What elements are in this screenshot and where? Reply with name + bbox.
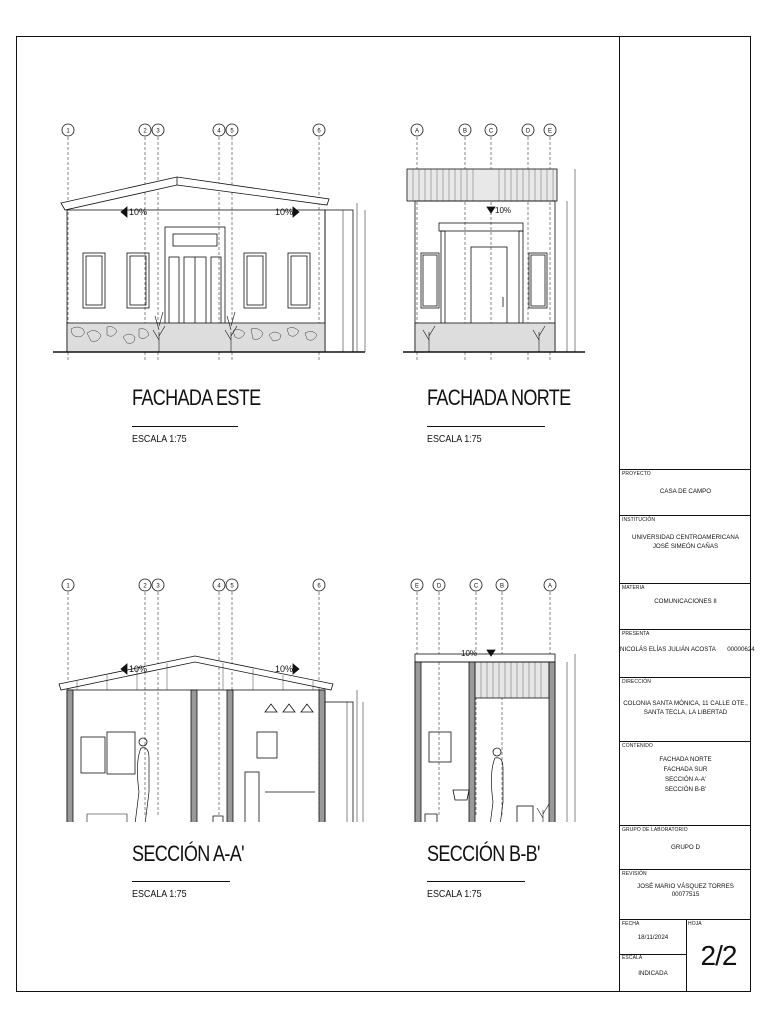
- tb-presenta-label: PRESENTA: [622, 631, 650, 637]
- svg-text:A: A: [414, 128, 420, 135]
- tb-fecha-value: 18/11/2024: [637, 934, 669, 941]
- tb-presenta: [620, 629, 755, 677]
- fachada-norte-scale: ESCALA 1:75: [427, 433, 482, 445]
- svg-text:C: C: [473, 583, 479, 590]
- svg-text:10%: 10%: [275, 664, 294, 674]
- drawing-area: [17, 37, 619, 991]
- tb-contenido-label: CONTENIDO: [622, 743, 653, 749]
- svg-text:2: 2: [143, 128, 147, 135]
- fachada-este-underline: [132, 426, 238, 427]
- tb-revision-value-2: 00077515: [671, 891, 700, 898]
- tb-institucion-value-2: JOSÉ SIMEÓN CAÑAS: [652, 543, 719, 550]
- tb-proyecto-label: PROYECTO: [622, 471, 651, 477]
- tb-materia-label: MATERIA: [622, 585, 645, 591]
- svg-text:3: 3: [156, 583, 160, 590]
- tb-institucion: [620, 515, 751, 583]
- svg-text:5: 5: [230, 128, 234, 135]
- svg-text:1: 1: [66, 583, 70, 590]
- tb-direccion-label: DIRECCIÓN: [622, 679, 651, 685]
- tb-hoja-value: 2/2: [700, 940, 737, 971]
- seccion-aa-title: SECCIÓN A-A': [132, 841, 244, 866]
- svg-text:E: E: [414, 583, 420, 590]
- svg-text:1: 1: [66, 128, 70, 135]
- svg-text:C: C: [488, 128, 494, 135]
- title-block-blank: [620, 37, 751, 469]
- svg-text:10%: 10%: [275, 207, 294, 217]
- title-block: [619, 37, 755, 991]
- fachada-norte-underline: [427, 426, 545, 427]
- tb-contenido-item-3: SECCIÓN A-A': [664, 776, 707, 783]
- tb-institucion-value-1: UNIVERSIDAD CENTROAMERICANA: [632, 534, 739, 541]
- tb-contenido-item-2: FACHADA SUR: [663, 766, 708, 773]
- seccion-aa-scale: ESCALA 1:75: [132, 888, 187, 900]
- tb-presenta-name: NICOLÁS ELÍAS JULIÁN ACOSTA: [620, 646, 716, 653]
- svg-text:D: D: [525, 128, 531, 135]
- tb-materia-value: COMUNICACIONES II: [654, 598, 717, 605]
- tb-revision: [620, 869, 751, 919]
- drawing-sheet: [16, 36, 755, 992]
- tb-institucion-label: INSTITUCIÓN: [622, 517, 656, 523]
- tb-contenido-item-1: FACHADA NORTE: [659, 756, 712, 763]
- svg-text:6: 6: [317, 583, 321, 590]
- tb-escala: [620, 954, 687, 992]
- tb-grupo: [620, 825, 751, 869]
- svg-text:E: E: [547, 128, 553, 135]
- tb-fecha: [620, 920, 687, 955]
- tb-materia: [620, 583, 751, 629]
- svg-text:10%: 10%: [129, 664, 148, 674]
- svg-text:3: 3: [156, 128, 160, 135]
- tb-proyecto-value: CASA DE CAMPO: [659, 488, 712, 495]
- seccion-bb-scale: ESCALA 1:75: [427, 888, 482, 900]
- fachada-norte-title: FACHADA NORTE: [427, 385, 571, 410]
- fachada-norte-drawing: [399, 117, 589, 367]
- tb-fecha-escala: [620, 919, 751, 991]
- svg-text:10%: 10%: [461, 649, 478, 658]
- tb-grupo-value: GRUPO D: [671, 844, 700, 851]
- tb-proyecto: [620, 469, 751, 515]
- tb-contenido: [620, 741, 751, 825]
- tb-fecha-label: FECHA: [622, 921, 640, 927]
- tb-revision-label: REVISIÓN: [622, 871, 647, 877]
- svg-text:10%: 10%: [129, 207, 148, 217]
- svg-text:B: B: [462, 128, 468, 135]
- tb-contenido-item-4: SECCIÓN B-B': [664, 786, 707, 793]
- seccion-bb-drawing: [399, 572, 589, 822]
- svg-text:5: 5: [230, 583, 234, 590]
- tb-escala-value: INDICADA: [638, 970, 668, 977]
- fachada-este-title: FACHADA ESTE: [132, 385, 261, 410]
- fachada-este-drawing: [47, 117, 377, 367]
- tb-presenta-value: [620, 646, 755, 654]
- tb-grupo-label: GRUPO DE LABORATORIO: [622, 827, 688, 833]
- svg-text:D: D: [436, 583, 442, 590]
- svg-text:A: A: [547, 583, 553, 590]
- tb-direccion-value-2: SANTA TECLA, LA LIBERTAD: [643, 709, 728, 716]
- svg-text:B: B: [499, 583, 505, 590]
- svg-text:2: 2: [143, 583, 147, 590]
- svg-text:10%: 10%: [495, 206, 512, 215]
- svg-text:4: 4: [217, 583, 221, 590]
- seccion-bb-underline: [427, 881, 525, 882]
- seccion-bb-title: SECCIÓN B-B': [427, 841, 540, 866]
- tb-hoja-label: HOJA: [688, 921, 702, 927]
- tb-direccion: [620, 677, 751, 741]
- svg-text:4: 4: [217, 128, 221, 135]
- tb-direccion-value-1: COLONIA SANTA MÓNICA, 11 CALLE OTE.,: [623, 700, 748, 707]
- tb-hoja: [686, 920, 751, 992]
- seccion-aa-drawing: [47, 572, 377, 822]
- fachada-este-scale: ESCALA 1:75: [132, 433, 187, 445]
- tb-presenta-id: 00000624: [727, 646, 755, 653]
- svg-text:6: 6: [317, 128, 321, 135]
- tb-escala-label: ESCALA: [622, 955, 643, 961]
- seccion-aa-underline: [132, 881, 230, 882]
- tb-revision-value-1: JOSÉ MARIO VÁSQUEZ TORRES: [637, 883, 734, 890]
